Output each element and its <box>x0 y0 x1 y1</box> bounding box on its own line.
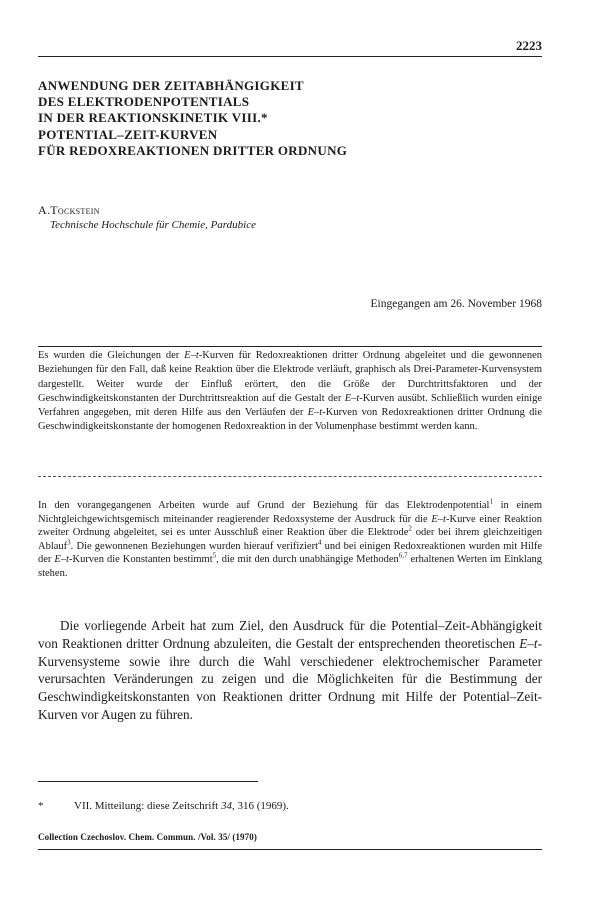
bottom-rule <box>38 849 542 850</box>
abstract <box>38 349 542 435</box>
main-text: Die vorliegende Arbeit hat zum Ziel, den Ausdruck für die Potential–Zeit-Abhängigkeit von Reaktionen dritter Ordnung abzuleiten, die Gestalt der entsprechenden theoretischen <box>38 618 542 651</box>
abstract-text: Es wurden die Gleichungen der <box>38 350 185 361</box>
intro-paragraph <box>38 499 542 581</box>
page-number: 2223 <box>516 38 542 53</box>
reference-mark: 5 <box>212 551 217 560</box>
title-block <box>38 78 548 159</box>
intro-text: . Die gewonnenen Beziehungen wurden hierauf verifiziert <box>70 540 318 552</box>
footnote-text: VII. Mitteilung: diese Zeitschrift <box>74 800 221 812</box>
subtitle-line-2: FÜR REDOXREAKTIONEN DRITTER ORDNUNG <box>38 143 348 158</box>
et-symbol: E–t <box>54 554 69 566</box>
et-symbol: E–t <box>307 407 323 419</box>
intro-text: , die mit den durch unabhängige Methoden <box>216 554 399 566</box>
intro-text: erhaltenen Werten im Einklang stehen. <box>38 554 542 579</box>
footnote-text: , 316 (1969). <box>231 800 289 812</box>
abstract-top-rule <box>38 346 542 347</box>
footnote-mark: * <box>38 800 44 812</box>
main-text: -Kurvensysteme sowie ihre durch die Wahl verschiedener elektrochemischer Parameter verursachten Veränderungen zu zeigen und die Möglichkeiten für die Bestimmung der Geschwindigkeitskonstanten von Reaktionen dritter Ordnung mit Hilfe der Potential–Zeit-Kurven vor Augen zu führen. <box>38 635 542 722</box>
title-line-3: IN DER REAKTIONSKINETIK VIII.* <box>38 110 268 125</box>
main-paragraph <box>38 617 542 724</box>
subtitle-line-1: POTENTIAL–ZEIT-KURVEN <box>38 127 218 142</box>
reference-mark: 3 <box>67 538 71 547</box>
abstract-text: -Kurven für Redoxreaktionen dritter Ordnung abgeleitet und die gewonnenen Beziehungen für den Fall, daß keine Reaktion über die Elektrode verläuft, graphisch als Drei-Parameter-Kurvensystem dargestellt. Weiter wurde der Einfluß erörtert, den die Größe der Durchtrittsfaktoren und der Geschwindigkeitskonstanten der Durchtrittsreaktion auf die Gestalt der <box>38 350 542 404</box>
et-symbol: E–t <box>431 513 446 525</box>
intro-text: In den vorangegangenen Arbeiten wurde auf Grund der Beziehung für das Elektrodenpotential <box>38 500 490 511</box>
et-symbol: E–t <box>184 350 199 361</box>
et-symbol: E–t <box>344 392 360 404</box>
author: A.Tockstein <box>38 203 100 217</box>
top-rule <box>38 56 542 57</box>
title-line-1: ANWENDUNG DER ZEITABHÄNGIGKEIT <box>38 78 304 93</box>
footnote <box>38 800 542 812</box>
reference-mark: 6,7 <box>398 551 408 560</box>
intro-text: in einem Nichtgleichgewichtsgemisch miteinander reagierender Redoxsysteme der Ausdruck für die <box>38 500 542 525</box>
journal-citation: Collection Czechoslov. Chem. Commun. /Vol. 35/ (1970) <box>38 832 257 842</box>
footnote-volume: 34 <box>220 800 232 812</box>
footnote-rule <box>38 781 258 782</box>
intro-text: -Kurven die Konstanten bestimmt <box>68 554 213 566</box>
abstract-bottom-rule <box>38 476 542 477</box>
abstract-text: -Kurven von Redoxreaktionen dritter Ordnung die Geschwindigkeitskonstante der homogenen Redoxreaktion in der Volumenphase bestimmt werden kann. <box>38 407 542 433</box>
reference-mark: 1 <box>489 497 493 506</box>
abstract-text: -Kurven ausübt. Schließlich wurden einige Verfahren angegeben, mit deren Hilfe aus den Verläufen der <box>38 392 542 419</box>
intro-text: und bei einigen Redoxreaktionen wurden mit Hilfe der <box>38 540 542 566</box>
intro-text: oder bei ihrem gleichzeitigen Ablauf <box>38 527 542 552</box>
intro-text: -Kurve einer Reaktion zweiter Ordnung abgeleitet, sei es unter Ausschluß einer Reaktion über die Elektrode <box>38 513 542 539</box>
reference-mark: 4 <box>318 538 322 547</box>
et-symbol: E–t <box>519 635 538 651</box>
title-line-2: DES ELEKTRODENPOTENTIALS <box>38 94 250 109</box>
affiliation: Technische Hochschule für Chemie, Pardubice <box>50 219 257 231</box>
reference-mark: 2 <box>408 524 412 533</box>
received-date: Eingegangen am 26. November 1968 <box>370 298 542 310</box>
